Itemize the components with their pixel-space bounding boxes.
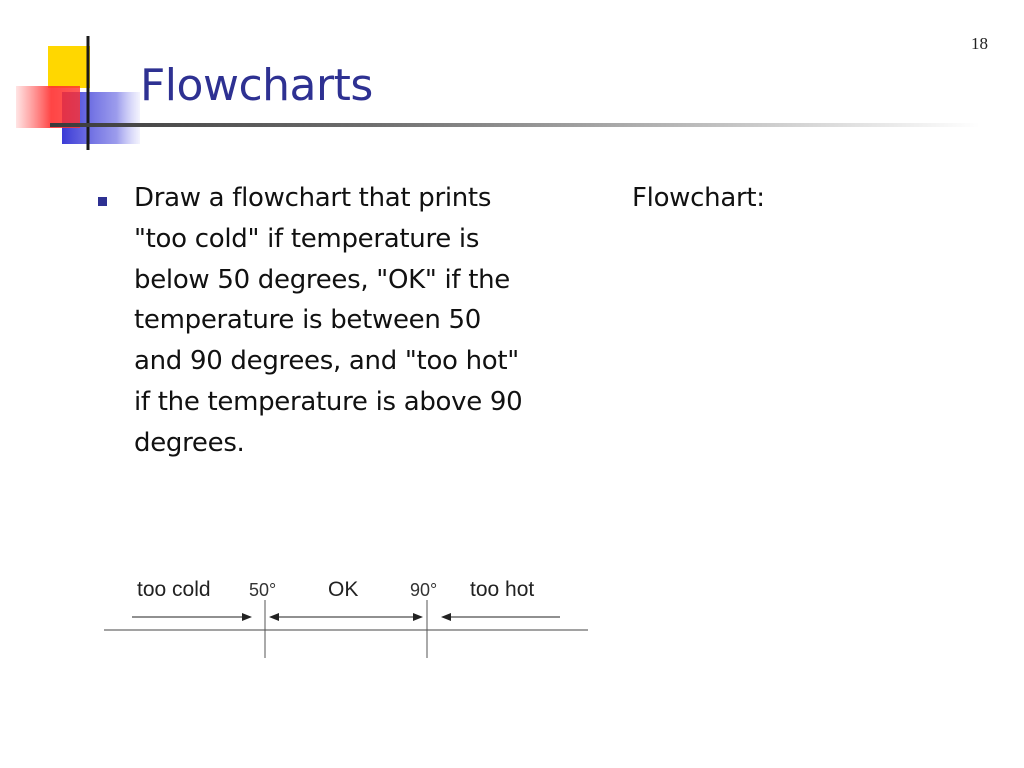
zone-label-too-cold: too cold xyxy=(137,578,211,601)
threshold-label-90: 90° xyxy=(410,580,438,600)
logo-yellow-square xyxy=(48,46,90,88)
title-underline xyxy=(50,123,980,127)
zone-label-too-hot: too hot xyxy=(470,578,535,601)
slide-number: 18 xyxy=(971,34,988,53)
threshold-label-50: 50° xyxy=(249,580,277,600)
temperature-range-diagram xyxy=(100,570,592,662)
zone-label-ok: OK xyxy=(328,578,359,601)
decorative-logo-icon xyxy=(0,0,160,160)
slide-title: Flowcharts xyxy=(140,60,373,111)
logo-red-square xyxy=(16,86,80,128)
bullet-text: Draw a flowchart that prints "too cold" if temperature is below 50 degrees, "OK" if the temperature is between 50 and 90 degrees, and "too hot" if the temperature is above 90 degrees. xyxy=(134,183,523,458)
flowchart-label: Flowchart: xyxy=(632,183,765,213)
bullet-square-icon xyxy=(98,197,107,206)
